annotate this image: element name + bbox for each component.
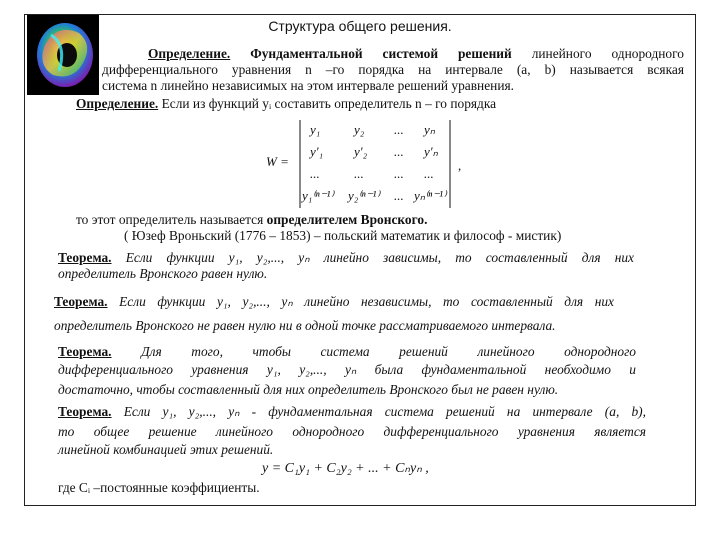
theorem-4-line-2: то общее решение линейного однородного дифференциального уравнения является (58, 424, 646, 439)
theorem-label: Теорема. (58, 344, 112, 359)
theorem-1-line-2: определитель Вронского равен нулю. (58, 266, 268, 281)
wronskian-determinant (262, 118, 472, 210)
wronski-biography: ( Юзеф Вроньский (1776 – 1853) – польский математик и философ - мистик) (124, 228, 562, 243)
theorem-3-line-3: достаточно, чтобы составленный для них определитель Вронского был не равен нулю. (58, 382, 559, 397)
definition-1-line-3: система n линейно независимых на этом интервале решений уравнения. (102, 78, 515, 93)
fundamental-system-term: Фундаментальной системой решений (250, 46, 512, 61)
matrix-cell: y₂⁽ⁿ⁻¹⁾ (348, 188, 380, 203)
theorem-2-line-2: определитель Вронского не равен нулю ни в одной точке рассматриваемого интервала. (54, 318, 556, 333)
definition-label: Определение. (76, 96, 159, 111)
matrix-cell: y′₁ (310, 144, 324, 159)
matrix-cell: ... (394, 122, 404, 137)
theorem-4-line-3: линейной комбинацией этих решений. (58, 442, 274, 457)
theorem-2-line-1: Теорема. Если функции y₁, y₂,..., yₙ линейно независимы, то составленный для них (54, 294, 614, 309)
matrix-cell: yₙ⁽ⁿ⁻¹⁾ (414, 188, 447, 203)
definition-2-line: Определение. Если из функций yᵢ составить определитель n – го порядка (76, 96, 497, 111)
matrix-cell: ... (354, 166, 364, 181)
matrix-cell: ... (394, 188, 404, 203)
definition-label: Определение. (148, 46, 231, 61)
wronskian-term: определителем Вронского. (266, 212, 428, 227)
matrix-cell: y₁ (310, 122, 321, 137)
wronskian-lhs: W = (266, 154, 289, 169)
wronskian-definition-line: то этот определитель называется определителем Вронского. (76, 212, 428, 227)
matrix-cell: ... (424, 166, 434, 181)
matrix-cell: ... (394, 166, 404, 181)
matrix-cell: y₂ (354, 122, 365, 137)
matrix-cell: ... (310, 166, 320, 181)
slide-title: Структура общего решения. (268, 18, 452, 34)
matrix-cell: y′ₙ (424, 144, 438, 159)
theorem-4-line-1: Теорема. Если y₁, y₂,..., yₙ - фундаментальная система решений на интервале (a, b), (58, 404, 646, 419)
theorem-3-line-1: Теорема. Для того, чтобы система решений линейного однородного (58, 344, 636, 359)
theorem-label: Теорема. (54, 294, 108, 309)
matrix-cell: y′₂ (354, 144, 368, 159)
theorem-label: Теорема. (58, 250, 112, 265)
theorem-1-line-1: Теорема. Если функции y₁, y₂,..., yₙ линейно зависимы, то составленный для них (58, 250, 634, 265)
matrix-cell: ... (394, 144, 404, 159)
matrix-cell: y₁⁽ⁿ⁻¹⁾ (302, 188, 334, 203)
definition-1-line-2: дифференциального уравнения n –го порядка на интервале (a, b) называется всякая (102, 62, 684, 77)
matrix-trailing-comma: , (458, 158, 462, 173)
theorem-3-line-2: дифференциального уравнения y₁, y₂,..., yₙ была фундаментальной необходимо и (58, 362, 636, 377)
theorem-label: Теорема. (58, 404, 112, 419)
matrix-cell: yₙ (424, 122, 435, 137)
constants-note: где Cᵢ –постоянные коэффициенты. (58, 480, 260, 495)
definition-1-line-1: Определение. Фундаментальной системой решений линейного однородного (148, 46, 684, 61)
general-solution-formula: y = C₁y₁ + C₂y₂ + ... + Cₙyₙ , (262, 461, 429, 476)
